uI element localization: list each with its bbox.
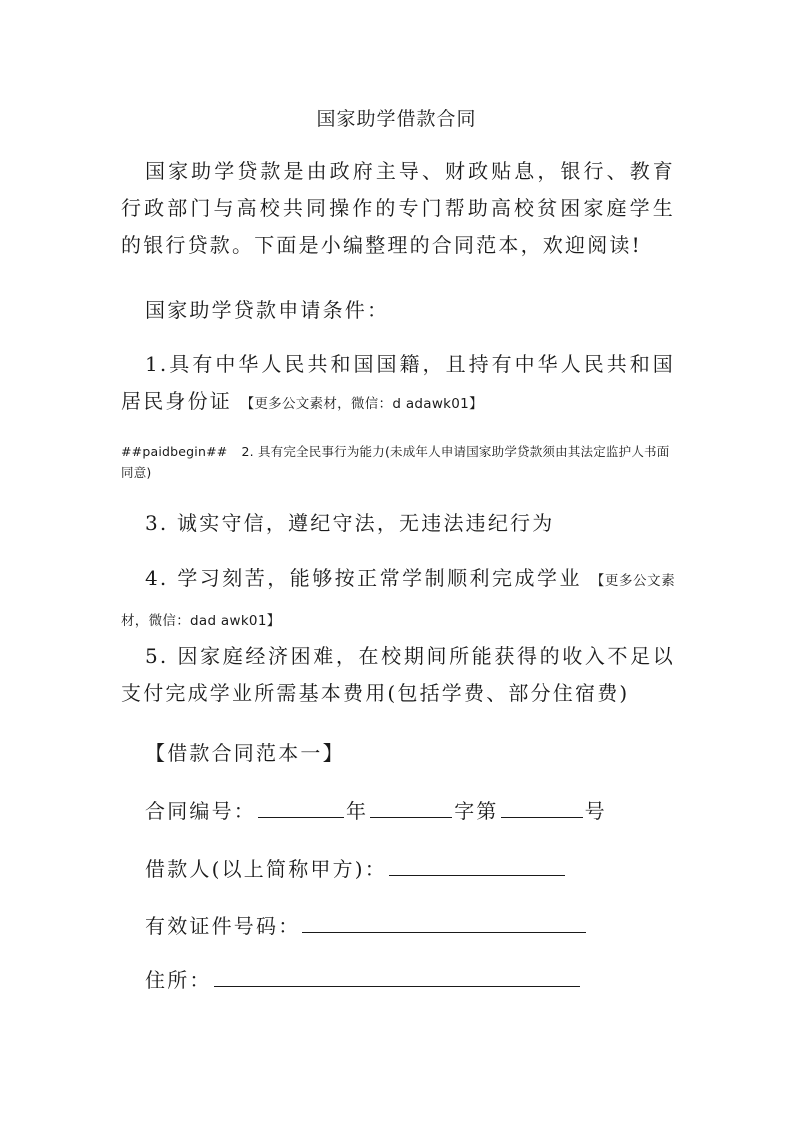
borrower-field [145, 853, 567, 882]
condition-item-4-note: 【更多公文素材，微信：dad awk01】 [121, 573, 675, 629]
id-number-label: 有效证件号码： [145, 914, 301, 938]
contract-char-label: 字第 [454, 799, 499, 823]
address-field [145, 964, 582, 993]
address-label: 住所： [145, 968, 212, 992]
borrower-blank[interactable] [389, 853, 565, 876]
contract-year-blank[interactable] [258, 795, 344, 818]
sample-heading: 【借款合同范本一】 [145, 741, 345, 765]
contract-number-blank[interactable] [501, 795, 583, 818]
condition-item-1 [121, 346, 675, 423]
id-number-field [145, 910, 588, 939]
paid-marker: ##paidbegin## [121, 444, 228, 459]
contract-number-label: 合同编号： [145, 799, 256, 823]
condition-item-1-note: 【更多公文素材，微信：d adawk01】 [240, 396, 483, 412]
id-number-blank[interactable] [302, 910, 586, 933]
conditions-heading: 国家助学贷款申请条件： [145, 298, 390, 322]
condition-item-4-text: 4. 学习刻苦，能够按正常学制顺利完成学业 [145, 566, 582, 590]
contract-char-blank[interactable] [370, 795, 452, 818]
condition-item-1-text: 1.具有中华人民共和国国籍，且持有中华人民共和国居民身份证 [121, 352, 675, 413]
borrower-label: 借款人(以上简称甲方)： [145, 857, 388, 881]
document-title: 国家助学借款合同 [316, 108, 477, 130]
condition-item-4 [121, 560, 675, 640]
intro-paragraph: 国家助学贷款是由政府主导、财政贴息，银行、教育行政部门与高校共同操作的专门帮助高校贫困家庭学生的银行贷款。下面是小编整理的合同范本，欢迎阅读! [121, 159, 675, 257]
condition-item-2-text: 2. 具有完全民事行为能力(未成年人申请国家助学贷款须由其法定监护人书面同意) [121, 444, 670, 480]
condition-item-2 [121, 441, 675, 483]
address-blank[interactable] [214, 964, 580, 987]
condition-item-5: 5. 因家庭经济困难，在校期间所能获得的收入不足以支付完成学业所需基本费用(包括学费、部分住宿费) [121, 644, 675, 705]
condition-item-3: 3. 诚实守信，遵纪守法，无违法违纪行为 [145, 511, 555, 535]
contract-number-suffix: 号 [584, 799, 607, 823]
contract-number-field [145, 795, 607, 824]
contract-year-label: 年 [346, 799, 369, 823]
